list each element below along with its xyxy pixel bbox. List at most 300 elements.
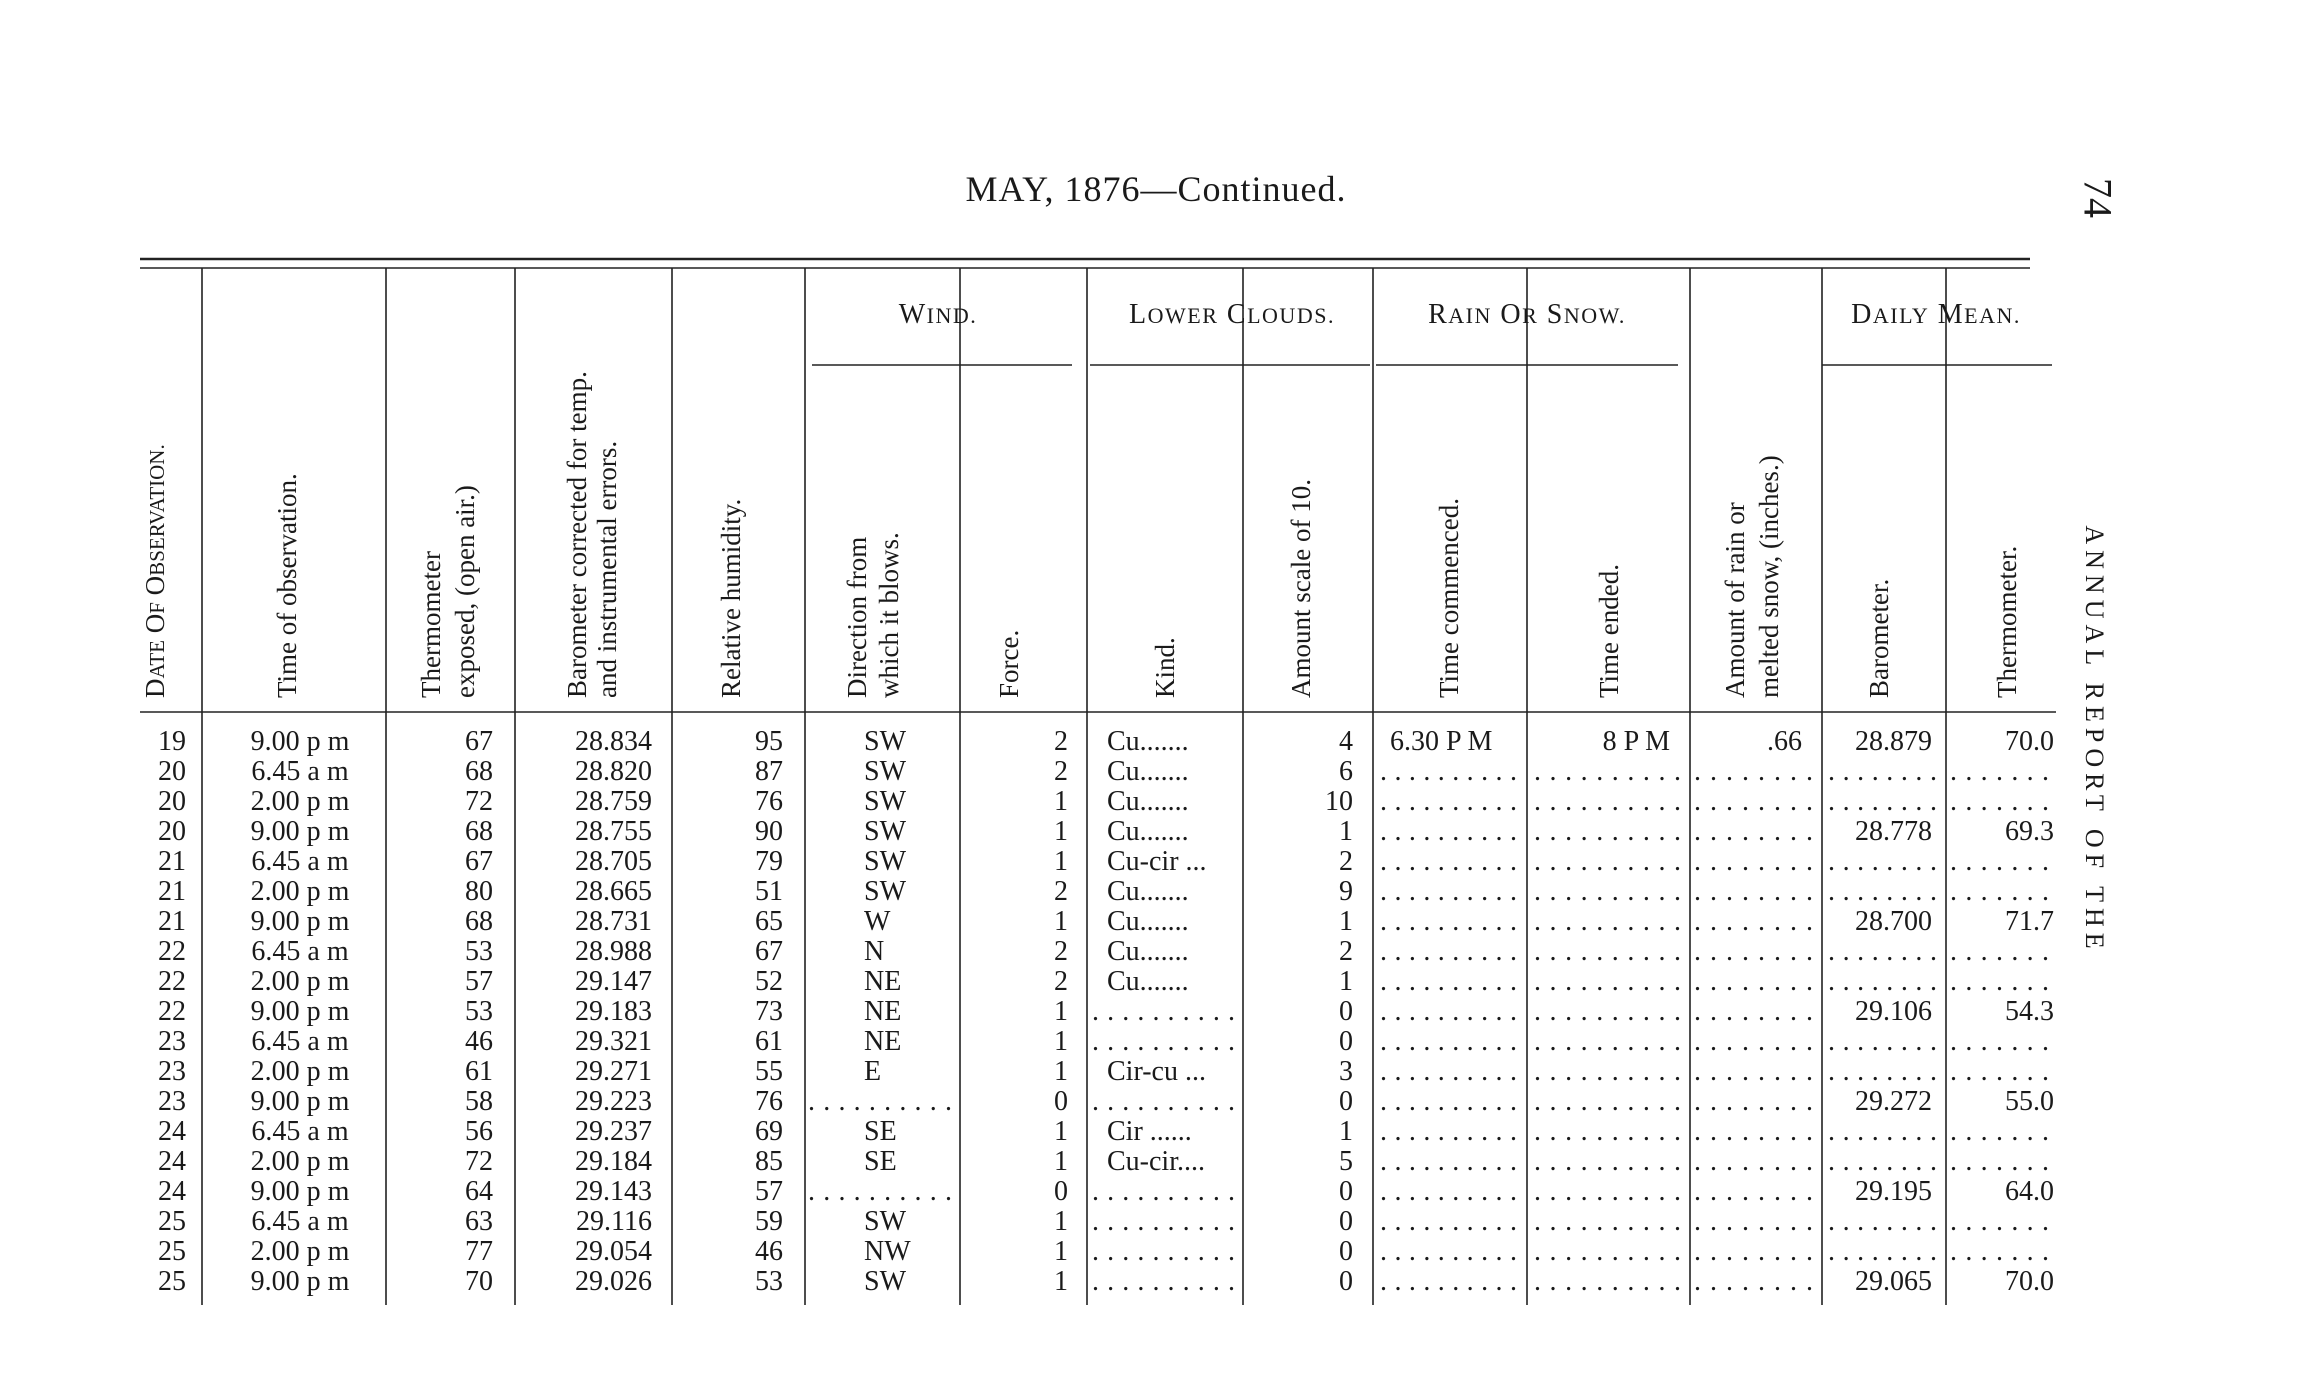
thermometer-cell: 72 [465, 786, 493, 817]
wind-force-cell: 2 [1054, 756, 1068, 787]
humidity-cell: 65 [755, 906, 783, 937]
barometer-column-header-line-2: and instrumental errors. [592, 440, 622, 698]
time-column-header: Time of observation. [272, 473, 302, 698]
leader-dots: ........ [1828, 936, 1940, 967]
leader-dots: ........ [1694, 1206, 1816, 1237]
thermometer-cell: 63 [465, 1206, 493, 1237]
rain-amount-cell: .66 [1767, 726, 1802, 757]
leader-dots: ........ [1694, 1026, 1816, 1057]
cloud-amount-cell: 0 [1339, 996, 1353, 1027]
time-cell: 9.00 p m [250, 906, 350, 937]
table-row [158, 726, 2054, 757]
leader-dots: ........ [1694, 756, 1816, 787]
thermometer-cell: 61 [465, 1056, 493, 1087]
cloud-kind-header: Kind. [1150, 637, 1180, 698]
humidity-cell: 46 [755, 1236, 783, 1267]
leader-dots: .......... [1380, 1206, 1520, 1237]
table-row [158, 786, 2052, 817]
rain-start-header: Time commenced. [1434, 498, 1464, 698]
wind-direction-header-line-1: Direction from [842, 536, 872, 698]
leader-dots: .......... [1534, 936, 1684, 967]
cloud-amount-cell: 0 [1339, 1266, 1353, 1297]
barometer-cell: 28.731 [575, 906, 652, 937]
humidity-cell: 90 [755, 816, 783, 847]
table-row [158, 816, 2054, 847]
leader-dots: .......... [1534, 1056, 1684, 1087]
date-cell: 21 [158, 876, 186, 907]
time-cell: 2.00 p m [250, 1236, 350, 1267]
leader-dots: .......... [1380, 816, 1520, 847]
barometer-cell: 29.147 [575, 966, 652, 997]
cloud-amount-cell: 10 [1325, 786, 1353, 817]
leader-dots: .......... [1380, 1026, 1520, 1057]
barometer-cell: 28.665 [575, 876, 652, 907]
leader-dots: ........ [1694, 816, 1816, 847]
humidity-cell: 95 [755, 726, 783, 757]
wind-force-cell: 2 [1054, 726, 1068, 757]
leader-dots: .......... [808, 1086, 955, 1117]
mean-barometer-cell: 28.879 [1855, 726, 1932, 757]
wind-force-cell: 1 [1054, 846, 1068, 877]
leader-dots: ....... [1950, 1236, 2052, 1267]
cloud-kind-cell: Cu....... [1107, 966, 1189, 997]
rain-group-heading: RAIN OR SNOW. [1428, 299, 1626, 330]
date-cell: 25 [158, 1236, 186, 1267]
table-row [158, 1116, 2052, 1147]
mean-thermometer-cell: 54.3 [2005, 996, 2054, 1027]
time-cell: 2.00 p m [250, 1146, 350, 1177]
barometer-cell: 29.321 [575, 1026, 652, 1057]
wind-direction-cell: NE [864, 996, 902, 1027]
date-cell: 25 [158, 1206, 186, 1237]
cloud-amount-header: Amount scale of 10. [1286, 479, 1316, 698]
leader-dots: ........ [1694, 936, 1816, 967]
leader-dots: ....... [1950, 1056, 2052, 1087]
time-cell: 2.00 p m [250, 786, 350, 817]
cloud-kind-cell: Cu....... [1107, 816, 1189, 847]
leader-dots: .......... [1380, 996, 1520, 1027]
time-cell: 6.45 a m [251, 1206, 349, 1237]
cloud-amount-cell: 0 [1339, 1026, 1353, 1057]
wind-direction-cell: N [864, 936, 885, 967]
wind-force-cell: 1 [1054, 906, 1068, 937]
wind-force-cell: 1 [1054, 1206, 1068, 1237]
time-cell: 2.00 p m [250, 1056, 350, 1087]
time-cell: 9.00 p m [250, 726, 350, 757]
cloud-amount-cell: 2 [1339, 936, 1353, 967]
leader-dots: ........ [1828, 756, 1940, 787]
wind-force-cell: 1 [1054, 816, 1068, 847]
table-row [158, 1206, 2052, 1237]
wind-force-header: Force. [994, 629, 1024, 698]
barometer-cell: 28.820 [575, 756, 652, 787]
wind-direction-cell: E [864, 1056, 882, 1087]
leader-dots: .......... [1092, 1086, 1238, 1117]
wind-force-cell: 2 [1054, 876, 1068, 907]
leader-dots: ........ [1828, 1026, 1940, 1057]
date-cell: 25 [158, 1266, 186, 1297]
date-cell: 20 [158, 816, 186, 847]
rain-amount-header-line-1: Amount of rain or [1720, 502, 1750, 698]
cloud-amount-cell: 1 [1339, 906, 1353, 937]
wind-direction-cell: SW [864, 846, 906, 877]
humidity-cell: 67 [755, 936, 783, 967]
wind-force-cell: 1 [1054, 1116, 1068, 1147]
date-cell: 19 [158, 726, 186, 757]
wind-force-cell: 1 [1054, 1056, 1068, 1087]
leader-dots: ....... [1950, 786, 2052, 817]
barometer-cell: 29.116 [576, 1206, 652, 1237]
time-cell: 6.45 a m [251, 846, 349, 877]
leader-dots: .......... [1534, 1116, 1684, 1147]
leader-dots: ........ [1694, 966, 1816, 997]
leader-dots: ....... [1950, 1116, 2052, 1147]
cloud-amount-cell: 1 [1339, 1116, 1353, 1147]
leader-dots: .......... [1534, 1146, 1684, 1177]
page-number: 74 [2075, 178, 2121, 218]
cloud-amount-cell: 0 [1339, 1176, 1353, 1207]
barometer-cell: 29.237 [575, 1116, 652, 1147]
leader-dots: ....... [1950, 966, 2052, 997]
cloud-kind-cell: Cu-cir ... [1107, 846, 1207, 877]
humidity-cell: 61 [755, 1026, 783, 1057]
humidity-cell: 51 [755, 876, 783, 907]
barometer-cell: 29.143 [575, 1176, 652, 1207]
cloud-amount-cell: 6 [1339, 756, 1353, 787]
leader-dots: .......... [1534, 786, 1684, 817]
leader-dots: ........ [1828, 846, 1940, 877]
barometer-cell: 29.054 [575, 1236, 652, 1267]
leader-dots: ....... [1950, 1026, 2052, 1057]
time-cell: 9.00 p m [250, 1086, 350, 1117]
leader-dots: .......... [1534, 1086, 1684, 1117]
thermometer-cell: 77 [465, 1236, 493, 1267]
leader-dots: ........ [1694, 786, 1816, 817]
wind-force-cell: 2 [1054, 966, 1068, 997]
thermometer-cell: 68 [465, 816, 493, 847]
leader-dots: ........ [1828, 1116, 1940, 1147]
leader-dots: ........ [1694, 1056, 1816, 1087]
time-cell: 6.45 a m [251, 756, 349, 787]
leader-dots: ....... [1950, 846, 2052, 877]
barometer-cell: 29.223 [575, 1086, 652, 1117]
table-row [158, 876, 2052, 907]
leader-dots: ....... [1950, 1146, 2052, 1177]
rain-end-cell: 8 P M [1602, 726, 1670, 757]
wind-force-cell: 1 [1054, 1026, 1068, 1057]
wind-direction-cell: SW [864, 1206, 906, 1237]
cloud-kind-cell: Cu....... [1107, 876, 1189, 907]
rain-start-cell: 6.30 P M [1390, 726, 1493, 757]
table-row [158, 966, 2052, 997]
leader-dots: .......... [1380, 876, 1520, 907]
table-body [158, 726, 2054, 1297]
humidity-cell: 53 [755, 1266, 783, 1297]
table-row [158, 846, 2052, 877]
date-cell: 21 [158, 846, 186, 877]
mean-barometer-cell: 29.106 [1855, 996, 1932, 1027]
table-headers [140, 107, 2022, 698]
date-cell: 23 [158, 1026, 186, 1057]
leader-dots: .......... [1534, 846, 1684, 877]
date-cell: 24 [158, 1146, 186, 1177]
cloud-amount-cell: 0 [1339, 1236, 1353, 1267]
mean-thermometer-cell: 55.0 [2005, 1086, 2054, 1117]
wind-direction-cell: SE [864, 1116, 897, 1147]
leader-dots: .......... [1380, 936, 1520, 967]
leader-dots: ........ [1828, 876, 1940, 907]
cloud-kind-cell: Cu....... [1107, 936, 1189, 967]
thermometer-cell: 68 [465, 756, 493, 787]
leader-dots: ........ [1694, 1086, 1816, 1117]
barometer-cell: 28.759 [575, 786, 652, 817]
leader-dots: ........ [1694, 1146, 1816, 1177]
rain-end-header: Time ended. [1594, 564, 1624, 698]
date-cell: 20 [158, 756, 186, 787]
mean-thermometer-header: Thermometer. [1992, 545, 2022, 698]
table-row [158, 756, 2052, 787]
running-head: ANNUAL REPORT OF THE [2080, 525, 2109, 955]
table-row [158, 1236, 2052, 1267]
barometer-cell: 29.184 [575, 1146, 652, 1177]
leader-dots: ....... [1950, 876, 2052, 907]
wind-direction-cell: W [864, 906, 891, 937]
humidity-cell: 73 [755, 996, 783, 1027]
thermometer-cell: 64 [465, 1176, 493, 1207]
cloud-amount-cell: 9 [1339, 876, 1353, 907]
humidity-cell: 87 [755, 756, 783, 787]
leader-dots: ........ [1828, 966, 1940, 997]
leader-dots: .......... [1534, 1176, 1684, 1207]
barometer-cell: 29.183 [575, 996, 652, 1027]
wind-direction-cell: SW [864, 726, 906, 757]
wind-direction-cell: SW [864, 816, 906, 847]
table-row [158, 1056, 2052, 1087]
leader-dots: .......... [1380, 846, 1520, 877]
thermometer-cell: 56 [465, 1116, 493, 1147]
cloud-amount-cell: 0 [1339, 1086, 1353, 1117]
leader-dots: .......... [1380, 1086, 1520, 1117]
wind-direction-cell: NE [864, 1026, 902, 1057]
barometer-column-header-line-1: Barometer corrected for temp. [562, 371, 592, 698]
leader-dots: .......... [1380, 1236, 1520, 1267]
leader-dots: .......... [1092, 1236, 1238, 1267]
table-row [158, 1176, 2054, 1207]
time-cell: 6.45 a m [251, 936, 349, 967]
thermometer-cell: 67 [465, 726, 493, 757]
table-row [158, 996, 2054, 1027]
date-cell: 24 [158, 1116, 186, 1147]
wind-force-cell: 1 [1054, 1236, 1068, 1267]
thermometer-cell: 58 [465, 1086, 493, 1117]
barometer-cell: 28.834 [575, 726, 652, 757]
wind-force-cell: 1 [1054, 1146, 1068, 1177]
cloud-kind-cell: Cu....... [1107, 906, 1189, 937]
leader-dots: .......... [1380, 1146, 1520, 1177]
leader-dots: .......... [1534, 1236, 1684, 1267]
mean-thermometer-cell: 71.7 [2005, 906, 2054, 937]
leader-dots: .......... [1380, 1266, 1520, 1297]
humidity-cell: 69 [755, 1116, 783, 1147]
time-cell: 9.00 p m [250, 1176, 350, 1207]
cloud-amount-cell: 4 [1339, 726, 1353, 757]
leader-dots: .......... [1534, 996, 1684, 1027]
cloud-amount-cell: 5 [1339, 1146, 1353, 1177]
table-row [158, 906, 2054, 937]
mean-thermometer-cell: 64.0 [2005, 1176, 2054, 1207]
table-row [158, 1146, 2052, 1177]
leader-dots: .......... [1092, 1026, 1238, 1057]
wind-direction-cell: NW [864, 1236, 911, 1267]
wind-direction-cell: SW [864, 1266, 906, 1297]
leader-dots: ........ [1694, 1266, 1816, 1297]
thermometer-cell: 57 [465, 966, 493, 997]
leader-dots: ........ [1694, 906, 1816, 937]
leader-dots: ........ [1828, 786, 1940, 817]
leader-dots: .......... [1380, 1116, 1520, 1147]
leader-dots: .......... [1380, 1056, 1520, 1087]
humidity-column-header: Relative humidity. [716, 498, 746, 698]
wind-direction-cell: NE [864, 966, 902, 997]
cloud-amount-cell: 1 [1339, 966, 1353, 997]
time-cell: 2.00 p m [250, 876, 350, 907]
date-cell: 22 [158, 966, 186, 997]
rain-amount-header-line-2: melted snow, (inches.) [1754, 455, 1784, 698]
cloud-amount-cell: 1 [1339, 816, 1353, 847]
mean-barometer-header: Barometer. [1864, 578, 1894, 698]
time-cell: 9.00 p m [250, 816, 350, 847]
wind-force-cell: 1 [1054, 996, 1068, 1027]
wind-direction-cell: SW [864, 756, 906, 787]
mean-barometer-cell: 28.778 [1855, 816, 1932, 847]
thermometer-cell: 68 [465, 906, 493, 937]
thermometer-cell: 46 [465, 1026, 493, 1057]
thermometer-cell: 80 [465, 876, 493, 907]
leader-dots: ....... [1950, 756, 2052, 787]
date-column-header: DATE OF OBSERVATION. [140, 444, 170, 698]
table-row [158, 1026, 2052, 1057]
thermometer-cell: 70 [465, 1266, 493, 1297]
thermometer-column-header-line-2: exposed, (open air.) [450, 485, 480, 698]
wind-force-cell: 1 [1054, 1266, 1068, 1297]
leader-dots: .......... [1534, 1266, 1684, 1297]
cloud-kind-cell: Cu....... [1107, 726, 1189, 757]
wind-direction-header-line-2: which it blows. [874, 532, 904, 698]
mean-barometer-cell: 28.700 [1855, 906, 1932, 937]
leader-dots: .......... [1380, 756, 1520, 787]
leader-dots: ........ [1694, 846, 1816, 877]
humidity-cell: 59 [755, 1206, 783, 1237]
leader-dots: .......... [1092, 1206, 1238, 1237]
humidity-cell: 79 [755, 846, 783, 877]
date-cell: 23 [158, 1056, 186, 1087]
thermometer-cell: 53 [465, 936, 493, 967]
humidity-cell: 85 [755, 1146, 783, 1177]
cloud-amount-cell: 3 [1339, 1056, 1353, 1087]
leader-dots: .......... [1092, 996, 1238, 1027]
humidity-cell: 76 [755, 786, 783, 817]
leader-dots: ........ [1828, 1146, 1940, 1177]
leader-dots: .......... [1534, 876, 1684, 907]
mean-thermometer-cell: 70.0 [2005, 726, 2054, 757]
date-cell: 20 [158, 786, 186, 817]
wind-group-heading: WIND. [898, 299, 978, 330]
barometer-cell: 28.755 [575, 816, 652, 847]
thermometer-cell: 67 [465, 846, 493, 877]
date-cell: 21 [158, 906, 186, 937]
wind-direction-cell: SW [864, 876, 906, 907]
leader-dots: ........ [1694, 1176, 1816, 1207]
daily-mean-heading: DAILY MEAN. [1851, 299, 2021, 330]
wind-direction-cell: SW [864, 786, 906, 817]
leader-dots: ........ [1694, 996, 1816, 1027]
clouds-group-heading: LOWER CLOUDS. [1129, 299, 1335, 330]
leader-dots: ........ [1828, 1056, 1940, 1087]
cloud-kind-cell: Cu....... [1107, 786, 1189, 817]
leader-dots: .......... [1092, 1266, 1238, 1297]
time-cell: 9.00 p m [250, 1266, 350, 1297]
mean-thermometer-cell: 70.0 [2005, 1266, 2054, 1297]
barometer-cell: 29.026 [575, 1266, 652, 1297]
leader-dots: ........ [1828, 1206, 1940, 1237]
leader-dots: .......... [1380, 906, 1520, 937]
cloud-kind-cell: Cu....... [1107, 756, 1189, 787]
mean-barometer-cell: 29.195 [1855, 1176, 1932, 1207]
time-cell: 9.00 p m [250, 996, 350, 1027]
cloud-amount-cell: 2 [1339, 846, 1353, 877]
leader-dots: ........ [1694, 876, 1816, 907]
leader-dots: .......... [1534, 906, 1684, 937]
humidity-cell: 55 [755, 1056, 783, 1087]
leader-dots: .......... [1380, 966, 1520, 997]
time-cell: 6.45 a m [251, 1026, 349, 1057]
barometer-cell: 28.988 [575, 936, 652, 967]
time-cell: 2.00 p m [250, 966, 350, 997]
barometer-cell: 28.705 [575, 846, 652, 877]
mean-barometer-cell: 29.065 [1855, 1266, 1932, 1297]
thermometer-cell: 53 [465, 996, 493, 1027]
cloud-kind-cell: Cu-cir.... [1107, 1146, 1205, 1177]
wind-force-cell: 0 [1054, 1176, 1068, 1207]
leader-dots: .......... [1534, 1206, 1684, 1237]
date-cell: 22 [158, 936, 186, 967]
leader-dots: .......... [1534, 1026, 1684, 1057]
cloud-kind-cell: Cir-cu ... [1107, 1056, 1206, 1087]
date-cell: 23 [158, 1086, 186, 1117]
leader-dots: ....... [1950, 1206, 2052, 1237]
wind-direction-cell: SE [864, 1146, 897, 1177]
humidity-cell: 52 [755, 966, 783, 997]
table-row [158, 1266, 2054, 1297]
thermometer-cell: 72 [465, 1146, 493, 1177]
wind-force-cell: 2 [1054, 936, 1068, 967]
table-row [158, 1086, 2054, 1117]
leader-dots: .......... [1534, 756, 1684, 787]
wind-force-cell: 1 [1054, 786, 1068, 817]
leader-dots: .......... [1092, 1176, 1238, 1207]
cloud-amount-cell: 0 [1339, 1206, 1353, 1237]
humidity-cell: 76 [755, 1086, 783, 1117]
humidity-cell: 57 [755, 1176, 783, 1207]
mean-barometer-cell: 29.272 [1855, 1086, 1932, 1117]
leader-dots: ........ [1694, 1116, 1816, 1147]
leader-dots: ........ [1694, 1236, 1816, 1267]
page-title: MAY, 1876—Continued. [965, 169, 1347, 209]
wind-force-cell: 0 [1054, 1086, 1068, 1117]
leader-dots: .......... [1534, 816, 1684, 847]
date-cell: 24 [158, 1176, 186, 1207]
leader-dots: ........ [1828, 1236, 1940, 1267]
